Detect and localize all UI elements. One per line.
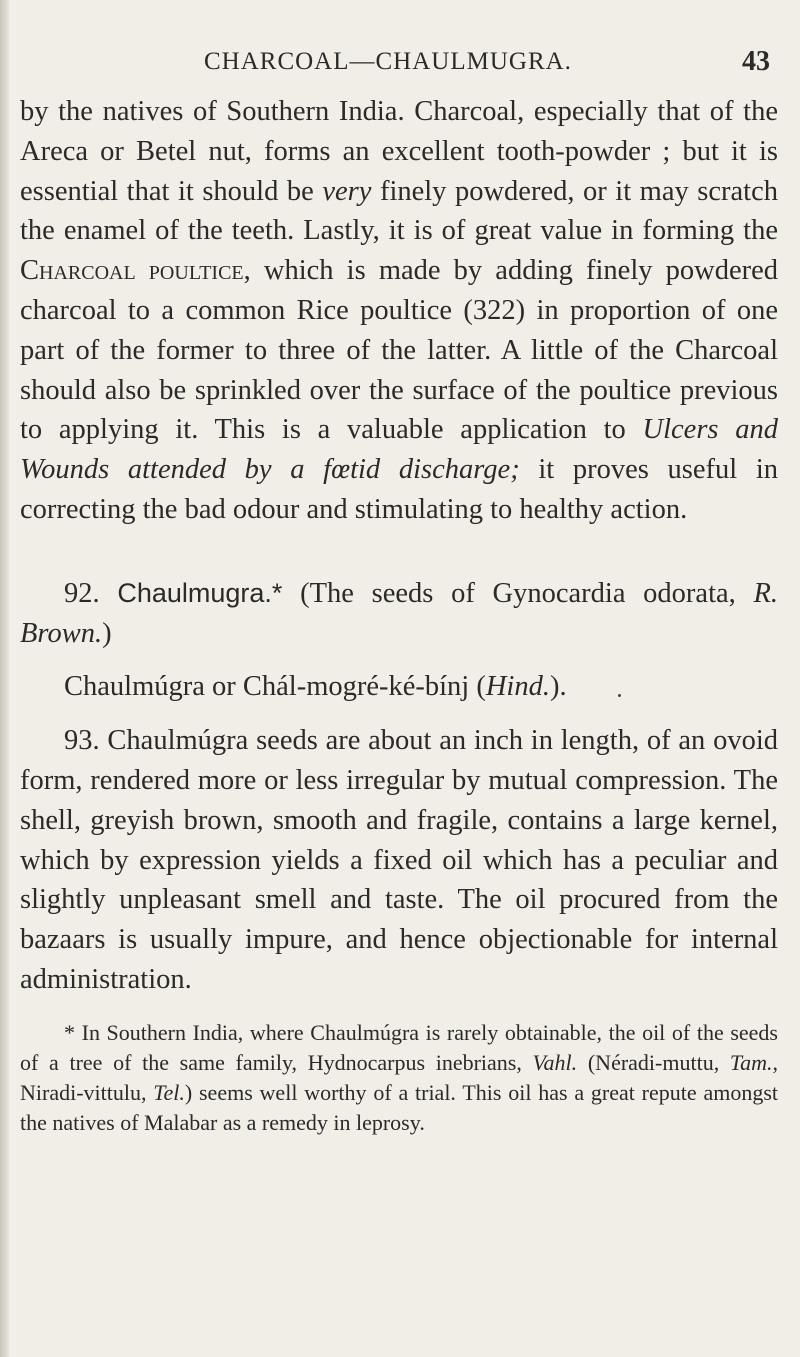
text-run: * In Southern India, where Chaulmúgra is rarely obtainable, the oil of the seeds of a tree of the same family, Hydnocarpus inebrians, (20, 1019, 778, 1075)
text-run: , which is made by adding finely powdered charcoal to a common Rice poultice (322) in proportion of one part of the former to three of the latter. A little of the Charcoal should also be sprinkled over the surface of the poultice previous to applying it. This is a valuable application to (20, 255, 778, 446)
emphasis-run: R. Brown. (20, 577, 779, 649)
footnote (20, 1018, 778, 1138)
text-run: it proves useful in correcting the bad odour and stimulating to healthy action. (20, 454, 778, 525)
book-page (8, 0, 780, 1357)
footnote-text (20, 1018, 778, 1138)
emphasis-run: Ulcers and Wounds attended by a fœtid discharge; (20, 414, 778, 486)
text-run: , Niradi-vittulu, (20, 1049, 778, 1105)
small-caps-term: Charcoal poultice (20, 255, 244, 287)
text-run: ) seems well worthy of a trial. This oil has a great repute amongst the natives of Malabar as a remedy in leprosy. (20, 1079, 778, 1135)
text-run: ) (102, 617, 112, 649)
emphasis-run: Tel. (153, 1079, 185, 1105)
emphasis-run: Hind. (485, 671, 550, 703)
paragraph-gap (20, 707, 778, 721)
ink-fleck (618, 694, 621, 697)
paragraph-93: 93. Chaulmúgra seeds are about an inch in length, of an ovoid form, rendered more or less irregular by mutual compression. The shell, greyish brown, smooth and fragile, contains a large kernel, which by expression yields a fixed oil which has a peculiar and slightly unpleasant smell and taste. The oil procured from the bazaars is usually impure, and hence objectionable for internal administration. (20, 725, 778, 995)
section-number: 92. (64, 577, 100, 609)
running-head: CHARCOAL—CHAULMUGRA. (204, 48, 572, 75)
section-title: Chaulmugra.* (117, 577, 283, 608)
text-run: ). (549, 671, 567, 703)
text-run: (Néradi-muttu, (577, 1049, 730, 1075)
text-run: Chaulmúgra or Chál-mogré-ké-bínj ( (64, 671, 486, 703)
emphasis-run: very (322, 175, 372, 207)
page-header (8, 48, 780, 88)
page-number: 43 (742, 46, 770, 77)
emphasis-run: Tam. (729, 1049, 773, 1075)
paragraph-gap (20, 530, 778, 574)
paragraph-charcoal-continued (20, 92, 778, 530)
text-run: (The seeds of Gynocardia odorata, (282, 577, 754, 609)
text-run: finely powdered, or it may scratch the enamel of the teeth. Lastly, it is of great value in forming the (20, 175, 778, 247)
paragraph-synonyms (20, 667, 778, 707)
page-body (20, 92, 778, 1138)
text-run: by the natives of Southern India. Charcoal, especially that of the Areca or Betel nut, forms an excellent tooth-powder ; but it is essential that it should be (20, 96, 778, 207)
emphasis-run: Vahl. (532, 1049, 578, 1075)
section-heading-chaulmugra (20, 574, 778, 654)
paragraph-gap (20, 653, 778, 667)
